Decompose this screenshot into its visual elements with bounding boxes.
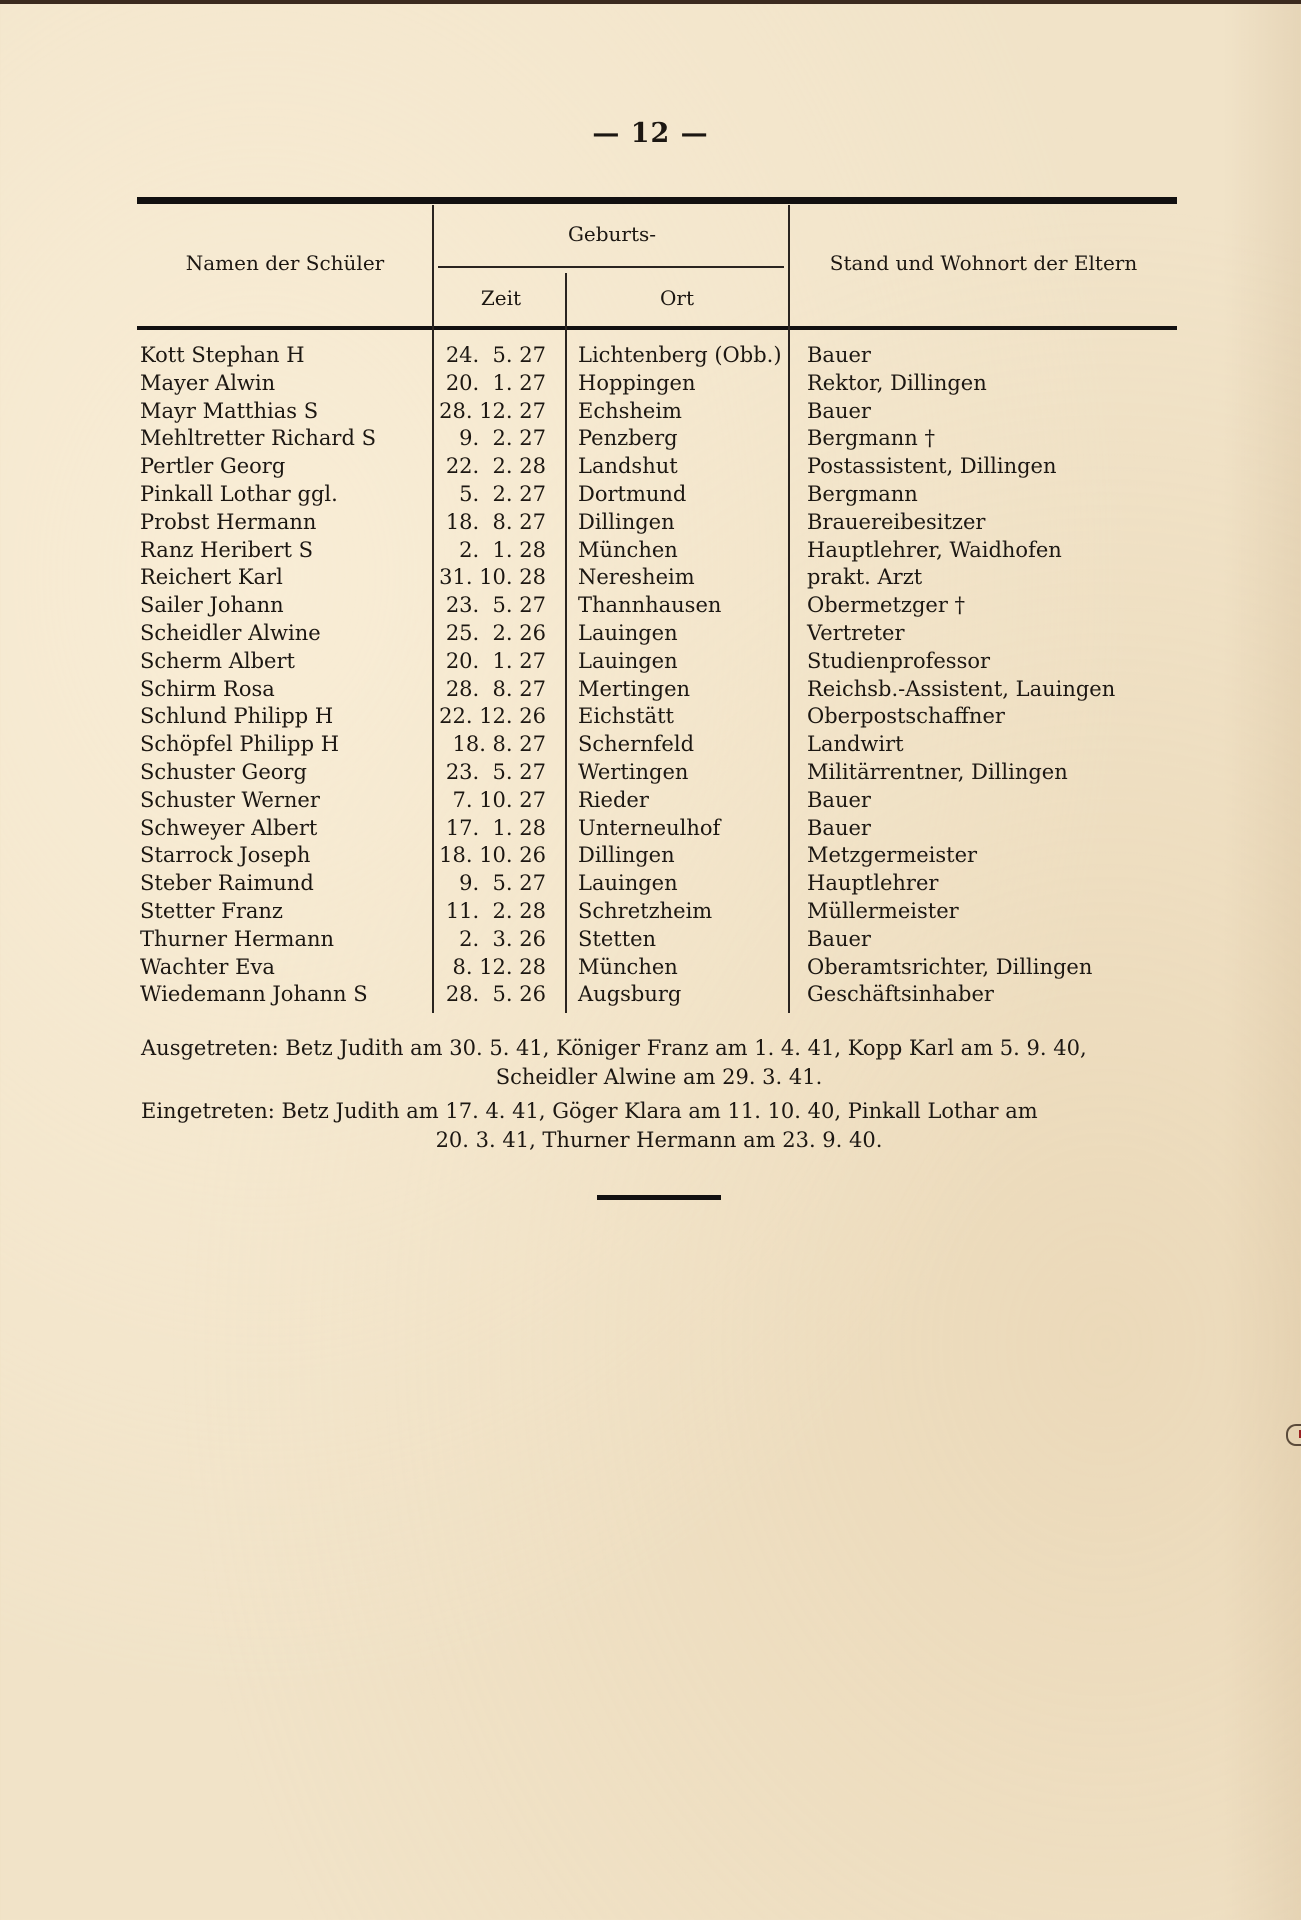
student-name: Sailer Johann [140,593,284,618]
birth-date: 24. 5. 27 [445,343,546,367]
notes-eingetreten-line1: Eingetreten: Betz Judith am 17. 4. 41, Göger Klara am 11. 10. 40, Pinkall Lothar am [141,1099,1038,1123]
header-ort: Ort [660,286,694,310]
birth-place: Lauingen [578,648,678,673]
birth-date: 17. 1. 28 [445,815,546,840]
student-name: Scherm Albert [140,648,295,673]
student-name: Schöpfel Philipp H [140,732,340,757]
birth-date: 18. 8. 27 [445,509,546,534]
birth-date: 2. 1. 28 [459,537,546,562]
student-name: Pertler Georg [140,454,286,479]
parents-occupation-residence: Metzgermeister [807,843,978,868]
student-name: Thurner Hermann [140,926,335,951]
birth-date: 7. 10. 27 [452,787,546,812]
birth-place: München [578,537,678,562]
birth-date: 23. 5. 27 [445,593,546,618]
header-geburts-divider [438,266,784,268]
birth-date: 9. 2. 27 [459,426,546,451]
parents-occupation-residence: Postassistent, Dillingen [807,454,1057,479]
birth-date: 18. 10. 26 [439,843,546,868]
birth-place: Wertingen [578,760,689,784]
birth-place: Lauingen [578,621,678,645]
birth-date: 8. 12. 28 [452,954,546,979]
column-divider-2 [565,273,567,1013]
parents-occupation-residence: Hauptlehrer [807,871,939,896]
birth-place: Rieder [578,787,649,812]
birth-date: 23. 5. 27 [445,760,546,784]
birth-place: Landshut [578,454,678,479]
column-divider-3 [788,205,790,1013]
birth-date: 22. 2. 28 [445,454,546,479]
birth-date: 20. 1. 27 [445,648,546,673]
parents-occupation-residence: Oberamtsrichter, Dillingen [807,954,1093,979]
birth-date: 22. 12. 26 [439,704,546,729]
page-number: — 12 — [592,118,709,149]
parents-occupation-residence: Hauptlehrer, Waidhofen [807,537,1062,562]
birth-date: 31. 10. 28 [439,565,546,590]
birth-place: Schernfeld [578,732,695,757]
header-geburts: Geburts- [567,222,657,246]
student-name: Steber Raimund [140,871,314,896]
student-name: Schirm Rosa [140,676,275,701]
birth-date: 5. 2. 27 [459,482,546,506]
student-name: Mayer Alwin [140,370,276,395]
student-name: Mehltretter Richard S [140,426,376,451]
birth-place: Dillingen [578,843,675,868]
birth-date: 18. 8. 27 [452,732,546,757]
column-divider-1 [432,205,434,1013]
parents-occupation-residence: Obermetzger † [807,593,966,618]
birth-date: 2. 3. 26 [459,926,546,951]
parents-occupation-residence: Rektor, Dillingen [807,370,987,395]
birth-place: Echsheim [578,398,682,423]
birth-place: Thannhausen [578,593,722,618]
student-name: Scheidler Alwine [140,621,321,645]
parents-occupation-residence: Studienprofessor [807,648,991,673]
birth-place: Neresheim [578,565,695,590]
birth-date: 25. 2. 26 [445,621,546,645]
student-name: Schuster Georg [140,760,307,784]
student-name: Schuster Werner [140,787,320,812]
birth-date: 28. 8. 27 [445,676,546,701]
parents-occupation-residence: Militärrentner, Dillingen [807,760,1068,784]
student-name: Ranz Heribert S [140,537,313,562]
student-name: Pinkall Lothar ggl. [140,482,338,506]
student-name: Kott Stephan H [140,343,305,367]
parents-occupation-residence: Landwirt [807,732,904,757]
table-top-rule [137,197,1177,204]
notes-ausgetreten [141,1034,1177,1092]
birth-place: Lichtenberg (Obb.) [578,343,782,367]
birth-place: München [578,954,678,979]
birth-date: 9. 5. 27 [459,871,546,896]
student-name: Wachter Eva [140,954,275,979]
student-name: Schweyer Albert [140,815,318,840]
notes-eingetreten-line2: 20. 3. 41, Thurner Hermann am 23. 9. 40. [435,1128,883,1152]
header-stand: Stand und Wohnort der Eltern [829,251,1138,275]
student-name: Reichert Karl [140,565,283,590]
parents-occupation-residence: Bauer [807,787,871,812]
header-names: Namen der Schüler [185,251,385,275]
student-name: Probst Hermann [140,509,317,534]
birth-date: 20. 1. 27 [445,370,546,395]
parents-occupation-residence: Reichsb.-Assistent, Lauingen [807,676,1116,701]
paper-edge-mark [1286,1424,1301,1446]
birth-place: Schretzheim [578,899,713,923]
parents-occupation-residence: Bauer [807,815,871,840]
page-top-edge [0,0,1301,4]
parents-occupation-residence: Oberpostschaffner [807,704,1005,729]
header-zeit: Zeit [480,286,522,310]
student-name: Mayr Matthias S [140,398,319,423]
parents-occupation-residence: prakt. Arzt [807,565,923,590]
birth-date: 11. 2. 28 [445,899,546,923]
notes-ausgetreten-line1: Ausgetreten: Betz Judith am 30. 5. 41, Königer Franz am 1. 4. 41, Kopp Karl am 5. 9. 40, [141,1036,1087,1060]
parents-occupation-residence: Brauereibesitzer [807,509,986,534]
table-header-rule [137,326,1177,330]
parents-occupation-residence: Bergmann † [807,426,935,451]
parents-occupation-residence: Bergmann [807,482,918,506]
parents-occupation-residence: Bauer [807,343,871,367]
birth-place: Stetten [578,926,657,951]
student-name: Starrock Joseph [140,843,311,868]
student-name: Wiedemann Johann S [140,982,368,1007]
birth-date: 28. 5. 26 [445,982,546,1007]
end-rule [597,1195,721,1200]
parents-occupation-residence: Bauer [807,398,871,423]
parents-occupation-residence: Geschäftsinhaber [807,982,994,1007]
notes-ausgetreten-line2: Scheidler Alwine am 29. 3. 41. [495,1065,823,1089]
birth-place: Unterneulhof [578,815,721,840]
student-name: Schlund Philipp H [140,704,334,729]
birth-place: Penzberg [578,426,678,451]
birth-date: 28. 12. 27 [439,398,546,423]
birth-place: Lauingen [578,871,678,896]
birth-place: Dillingen [578,509,675,534]
birth-place: Mertingen [578,676,691,701]
birth-place: Dortmund [578,482,687,506]
birth-place: Hoppingen [578,370,696,395]
parents-occupation-residence: Müllermeister [807,899,959,923]
student-name: Stetter Franz [140,899,283,923]
parents-occupation-residence: Bauer [807,926,871,951]
parents-occupation-residence: Vertreter [807,621,905,645]
notes-eingetreten [141,1097,1177,1155]
birth-place: Augsburg [578,982,682,1007]
birth-place: Eichstätt [578,704,674,729]
